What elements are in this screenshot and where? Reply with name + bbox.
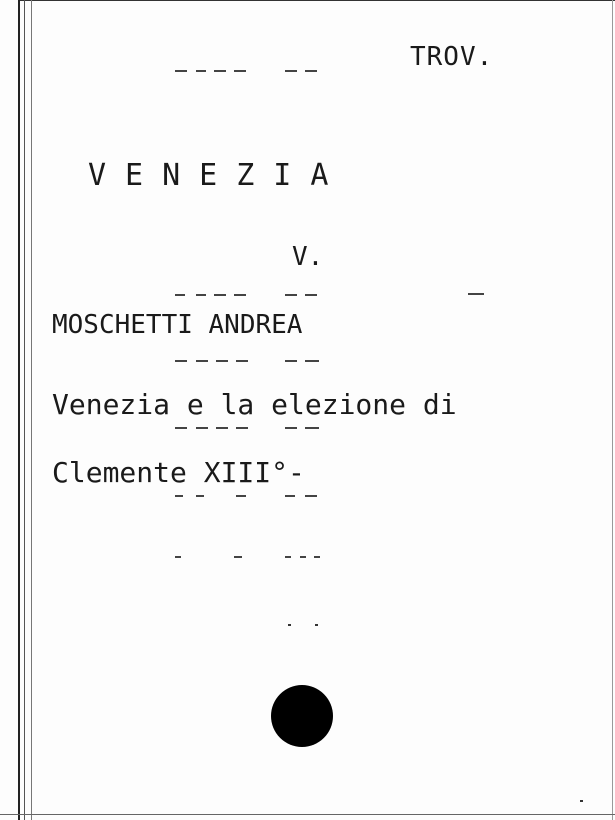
dash-mark <box>236 360 248 362</box>
dash-mark <box>305 427 319 429</box>
dash-mark <box>175 495 183 497</box>
dash-mark <box>314 556 320 558</box>
dash-mark <box>285 556 291 558</box>
dash-mark <box>216 427 228 429</box>
dash-mark <box>214 70 226 72</box>
dash-mark <box>300 556 306 558</box>
dash-mark <box>305 360 319 362</box>
dash-mark <box>175 294 185 296</box>
dash-mark <box>236 427 248 429</box>
author-name: MOSCHETTI ANDREA <box>52 310 303 340</box>
dash-mark <box>175 70 187 72</box>
dash-mark <box>285 294 297 296</box>
dash-mark <box>196 294 206 296</box>
dash-mark <box>285 360 297 362</box>
place-heading: VENEZIA <box>88 158 348 193</box>
dash-mark <box>175 360 187 362</box>
dash-mark <box>196 495 204 497</box>
dash-mark <box>234 294 246 296</box>
card-margin-rule <box>31 0 32 820</box>
dash-mark <box>196 360 208 362</box>
dash-mark <box>216 360 228 362</box>
dash-mark <box>234 556 242 558</box>
punch-hole <box>271 685 333 747</box>
dash-mark <box>285 495 295 497</box>
location-mark: TROV. <box>410 42 494 72</box>
title-line-2: Clemente XIII°- <box>52 456 305 489</box>
card-bottom-edge <box>0 814 615 815</box>
dash-mark <box>175 427 187 429</box>
dash-mark <box>305 294 317 296</box>
title-line-1: Venezia e la elezione di <box>52 388 457 421</box>
dash-mark <box>236 495 246 497</box>
card-left-edge <box>18 0 20 820</box>
dash-mark <box>285 70 297 72</box>
dash-mark <box>214 294 226 296</box>
dash-mark <box>196 427 208 429</box>
versus-mark: V. <box>292 242 324 272</box>
speck <box>580 800 583 802</box>
speck <box>315 624 318 626</box>
speck <box>288 624 291 626</box>
dash-mark <box>285 427 297 429</box>
dash-mark <box>234 70 246 72</box>
card-top-edge <box>18 0 615 1</box>
dash-mark <box>468 293 484 295</box>
dash-mark <box>305 495 317 497</box>
dash-mark <box>196 70 206 72</box>
card-left-edge-inner <box>24 0 25 820</box>
card-right-edge <box>612 0 613 820</box>
dash-mark <box>175 556 181 558</box>
dash-mark <box>305 70 317 72</box>
